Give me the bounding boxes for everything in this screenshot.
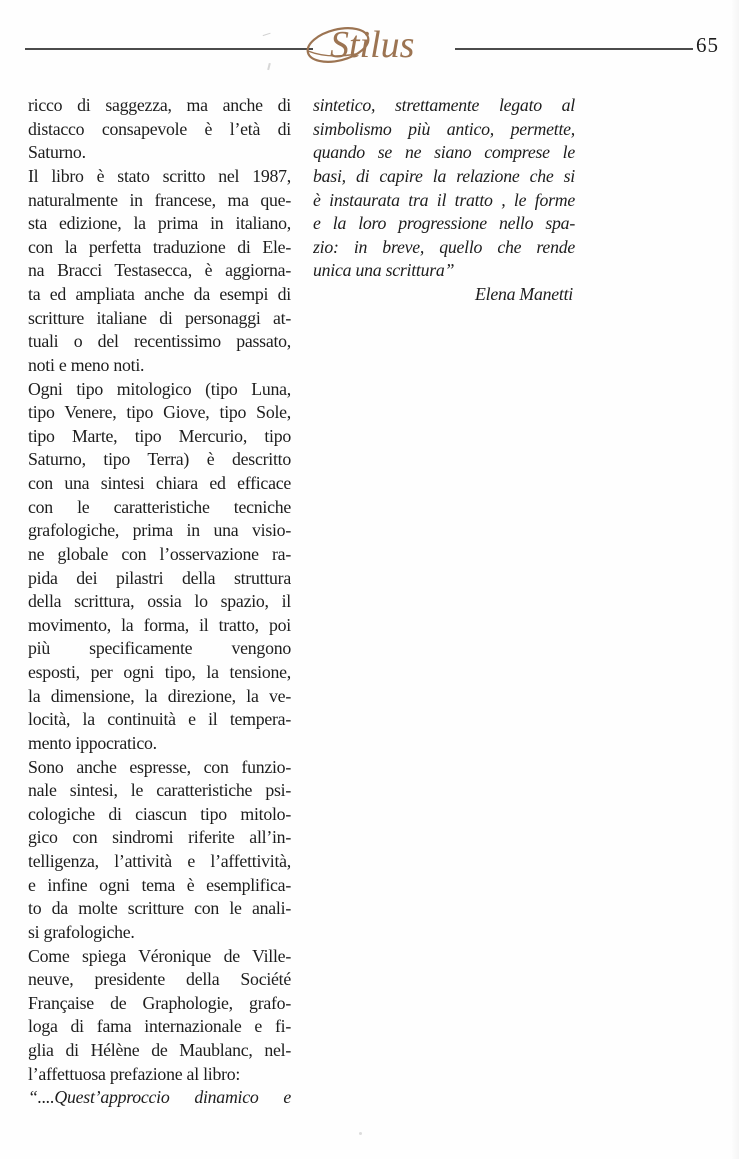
text-line: più specificamente vengono <box>28 638 291 659</box>
scan-artifact <box>261 29 270 36</box>
text-line: Saturno. <box>28 142 86 163</box>
text-line: con una sintesi chiara ed efficace <box>28 473 291 493</box>
text-line: si grafologiche. <box>28 921 135 942</box>
text-line: mento ippocratico. <box>28 732 157 753</box>
text-line: nale sintesi, le caratteristiche psi- <box>28 780 291 801</box>
header-rule-right <box>455 48 693 50</box>
stilus-masthead-logo <box>298 10 468 70</box>
text-line: zio: in breve, quello che rende <box>313 236 575 257</box>
text-line: sta edizione, la prima in italiano, <box>28 213 291 234</box>
article-column-right <box>313 94 575 307</box>
text-line: gico con sindromi riferite all’in- <box>28 827 291 848</box>
text-line: tuali o del recentissimo passato, <box>28 331 291 352</box>
text-line: Saturno, tipo Terra) è descritto <box>28 449 291 470</box>
text-line: quando se ne siano comprese le <box>313 142 575 163</box>
text-line: ricco di saggezza, ma anche di <box>28 95 291 115</box>
scan-edge-shadow <box>731 0 739 1159</box>
text-line: distacco consapevole è l’età di <box>28 118 291 139</box>
text-line: Sono anche espresse, con funzio- <box>28 756 291 777</box>
text-line: pida dei pilastri della struttura <box>28 567 291 588</box>
text-line: loga di fama internazionale e fi- <box>28 1016 291 1037</box>
text-line: ne globale con l’osservazione ra- <box>28 543 291 564</box>
scan-artifact <box>359 1132 362 1135</box>
text-line: locità, la continuità e il tempera- <box>28 709 291 730</box>
text-line: “....Quest’approccio dinamico e <box>28 1087 291 1108</box>
text-line: neuve, presidente della Société <box>28 969 291 990</box>
scan-artifact <box>267 63 270 70</box>
page-number: 65 <box>696 33 719 57</box>
text-line: tipo Marte, tipo Mercurio, tipo <box>28 425 291 446</box>
text-line: con la perfetta traduzione di Ele- <box>28 236 291 257</box>
text-line: la dimensione, la direzione, la ve- <box>28 685 291 706</box>
text-line: e infine ogni tema è esemplifica- <box>28 874 291 895</box>
text-line: basi, di capire la relazione che si <box>313 165 575 186</box>
text-line: ta ed ampliata anche da esempi di <box>28 284 291 304</box>
text-line: con le caratteristiche tecniche <box>28 496 291 517</box>
text-line: to da molte scritture con le anali- <box>28 898 291 919</box>
text-line: simbolismo più antico, permette, <box>313 118 575 139</box>
text-line: Française de Graphologie, grafo- <box>28 992 291 1013</box>
text-line: sintetico, strettamente legato al <box>313 95 575 115</box>
text-line: naturalmente in francese, ma que- <box>28 189 291 210</box>
text-line: scritture italiane di personaggi at- <box>28 307 291 328</box>
text-line: Ogni tipo mitologico (tipo Luna, <box>28 378 291 399</box>
text-line: na Bracci Testasecca, è aggiorna- <box>28 260 291 281</box>
text-line: telligenza, l’attività e l’affettività, <box>28 851 291 871</box>
text-line: della scrittura, ossia lo spazio, il <box>28 591 291 612</box>
text-line: è instaurata tra il tratto , le forme <box>313 189 575 210</box>
text-line: Come spiega Véronique de Ville- <box>28 945 291 966</box>
text-line: movimento, la forma, il tratto, poi <box>28 614 291 635</box>
text-line: esposti, per ogni tipo, la tensione, <box>28 662 291 682</box>
text-line: noti e meno noti. <box>28 354 145 375</box>
attribution-line: Elena Manetti <box>475 284 573 304</box>
text-line: cologiche di ciascun tipo mitolo- <box>28 803 291 824</box>
text-line: tipo Venere, tipo Giove, tipo Sole, <box>28 402 291 423</box>
text-line: l’affettuosa prefazione al libro: <box>28 1063 241 1084</box>
logo-wordmark: Stilus <box>330 24 415 66</box>
text-line: glia di Hélène de Maublanc, nel- <box>28 1040 291 1060</box>
text-line: grafologiche, prima in una visio- <box>28 520 291 541</box>
text-line: e la loro progressione nello spa- <box>313 213 575 234</box>
text-line: unica una scrittura” <box>313 260 455 281</box>
article-column-left <box>28 94 291 1110</box>
header-rule-left <box>25 48 313 50</box>
text-line: Il libro è stato scritto nel 1987, <box>28 165 291 186</box>
